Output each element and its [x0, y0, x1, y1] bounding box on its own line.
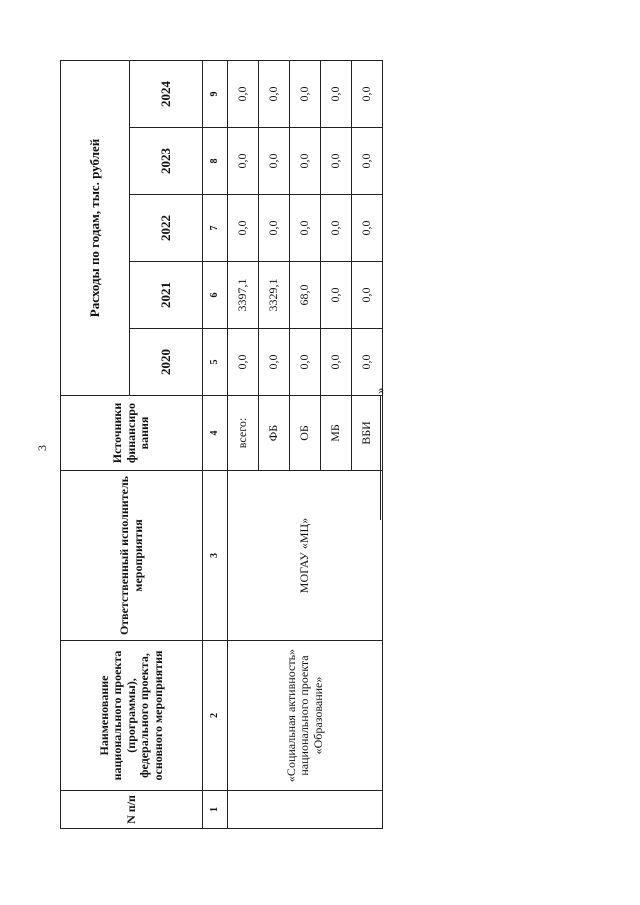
value-cell: 0,0	[352, 195, 383, 262]
column-number: 2	[203, 641, 228, 791]
value-cell: 0,0	[228, 329, 259, 396]
value-cell: 0,0	[290, 195, 321, 262]
project-name-cell: «Социальная активность» национального проекта «Образование»	[228, 641, 383, 791]
value-cell: 0,0	[352, 60, 383, 127]
page-number: 3	[35, 445, 49, 451]
value-cell: 0,0	[321, 329, 352, 396]
value-cell: 0,0	[259, 195, 290, 262]
value-cell: 0,0	[228, 128, 259, 195]
value-cell: 0,0	[352, 329, 383, 396]
column-number: 5	[203, 329, 228, 396]
column-number: 7	[203, 195, 228, 262]
header-year-2021: 2021	[130, 262, 203, 329]
column-number: 4	[203, 396, 228, 471]
header-year-2022: 2022	[130, 195, 203, 262]
value-cell: 68,0	[290, 262, 321, 329]
column-number: 6	[203, 262, 228, 329]
value-cell: 3329,1	[259, 262, 290, 329]
value-cell: 0,0	[228, 195, 259, 262]
header-source: Источники финансиро вания	[61, 396, 203, 471]
header-year-2020: 2020	[130, 329, 203, 396]
header-expenses-group: Расходы по годам, тыс. рублей	[61, 60, 130, 395]
value-cell: 0,0	[321, 195, 352, 262]
source-cell: ВБИ	[352, 396, 383, 471]
executor-cell: МОГАУ «МЦ»	[228, 471, 383, 641]
column-number: 9	[203, 60, 228, 127]
value-cell: 0,0	[259, 60, 290, 127]
header-number: N п/п	[61, 791, 203, 829]
value-cell: 0,0	[228, 60, 259, 127]
value-cell: 0,0	[321, 262, 352, 329]
column-numbers-row	[203, 60, 228, 828]
header-year-2023: 2023	[130, 128, 203, 195]
column-number: 3	[203, 471, 228, 641]
value-cell: 0,0	[290, 60, 321, 127]
expenses-table	[60, 60, 383, 829]
value-cell: 0,0	[290, 128, 321, 195]
value-cell: 3397,1	[228, 262, 259, 329]
value-cell: 0,0	[259, 329, 290, 396]
table-row	[228, 60, 259, 828]
column-number: 1	[203, 791, 228, 829]
value-cell: 0,0	[321, 128, 352, 195]
source-cell: ФБ	[259, 396, 290, 471]
source-cell: МБ	[321, 396, 352, 471]
value-cell: 0,0	[290, 329, 321, 396]
column-number: 8	[203, 128, 228, 195]
header-name: Наименование национального проекта (программы), федерального проекта, основного мероприятия	[61, 641, 203, 791]
value-cell: 0,0	[321, 60, 352, 127]
header-executor: Ответственный исполнитель мероприятия	[61, 471, 203, 641]
closing-underline	[380, 396, 381, 520]
source-cell: всего:	[228, 396, 259, 471]
header-year-2024: 2024	[130, 60, 203, 127]
row-number	[228, 791, 383, 829]
value-cell: 0,0	[352, 128, 383, 195]
value-cell: 0,0	[259, 128, 290, 195]
source-cell: ОБ	[290, 396, 321, 471]
closing-quote-mark: »	[372, 387, 387, 394]
value-cell: 0,0	[352, 262, 383, 329]
